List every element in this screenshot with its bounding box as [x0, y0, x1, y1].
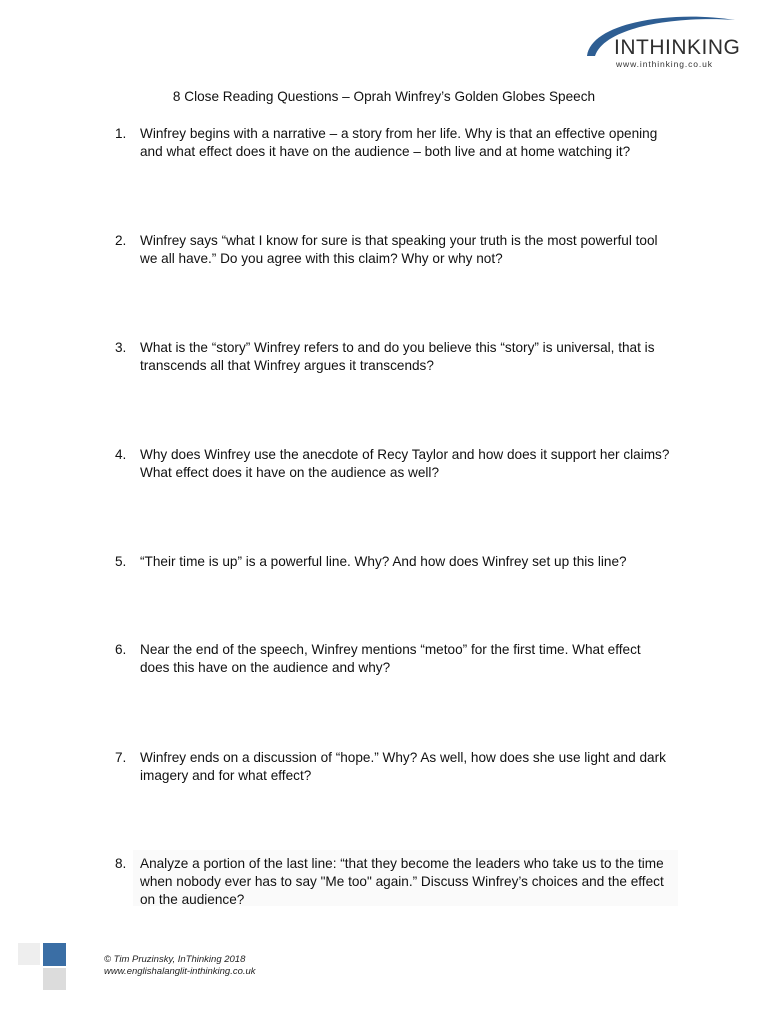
- footer-square-blue: [43, 943, 66, 966]
- question-text: Analyze a portion of the last line: “that they become the leaders who take us to the time when nobody ever has to say "Me too" again.” Discuss Winfrey’s choices and the effect on the audience?: [140, 856, 664, 907]
- question-number: 5.: [115, 554, 127, 569]
- question-text: What is the “story” Winfrey refers to and do you believe this “story” is universal, that is transcends all that Winfrey argues it transcends?: [140, 340, 655, 373]
- logo-brand: INTHINKING: [614, 36, 741, 59]
- question-text: “Their time is up” is a powerful line. Why? And how does Winfrey set up this line?: [140, 554, 627, 569]
- logo-url: www.inthinking.co.uk: [616, 59, 713, 69]
- question-number: 7.: [115, 750, 127, 765]
- question-number: 3.: [115, 340, 127, 355]
- question-text: Winfrey begins with a narrative – a story from her life. Why is that an effective opening and what effect does it have on the audience – both live and at home watching it?: [140, 126, 658, 159]
- question-number: 6.: [115, 642, 127, 657]
- question-text: Why does Winfrey use the anecdote of Recy Taylor and how does it support her claims? What effect does it have on the audience as well?: [140, 447, 670, 480]
- question-text: Winfrey says “what I know for sure is that speaking your truth is the most powerful tool we all have.” Do you agree with this claim? Why or why not?: [140, 233, 658, 266]
- question-text: Near the end of the speech, Winfrey mentions “metoo” for the first time. What effect does this have on the audience and why?: [140, 642, 641, 675]
- footer-square-gray: [43, 968, 66, 990]
- question-text: Winfrey ends on a discussion of “hope.” Why? As well, how does she use light and dark imagery and for what effect?: [140, 750, 666, 783]
- question-number: 8.: [115, 856, 127, 871]
- footer-copyright: © Tim Pruzinsky, InThinking 2018: [104, 954, 246, 965]
- page-title: 8 Close Reading Questions – Oprah Winfrey’s Golden Globes Speech: [172, 89, 596, 104]
- inthinking-logo: [583, 12, 743, 74]
- footer-url: www.englishalanglit-inthinking.co.uk: [104, 966, 256, 977]
- footer-square-light: [18, 943, 40, 965]
- question-number: 4.: [115, 447, 127, 462]
- question-number: 2.: [115, 233, 127, 248]
- question-number: 1.: [115, 126, 127, 141]
